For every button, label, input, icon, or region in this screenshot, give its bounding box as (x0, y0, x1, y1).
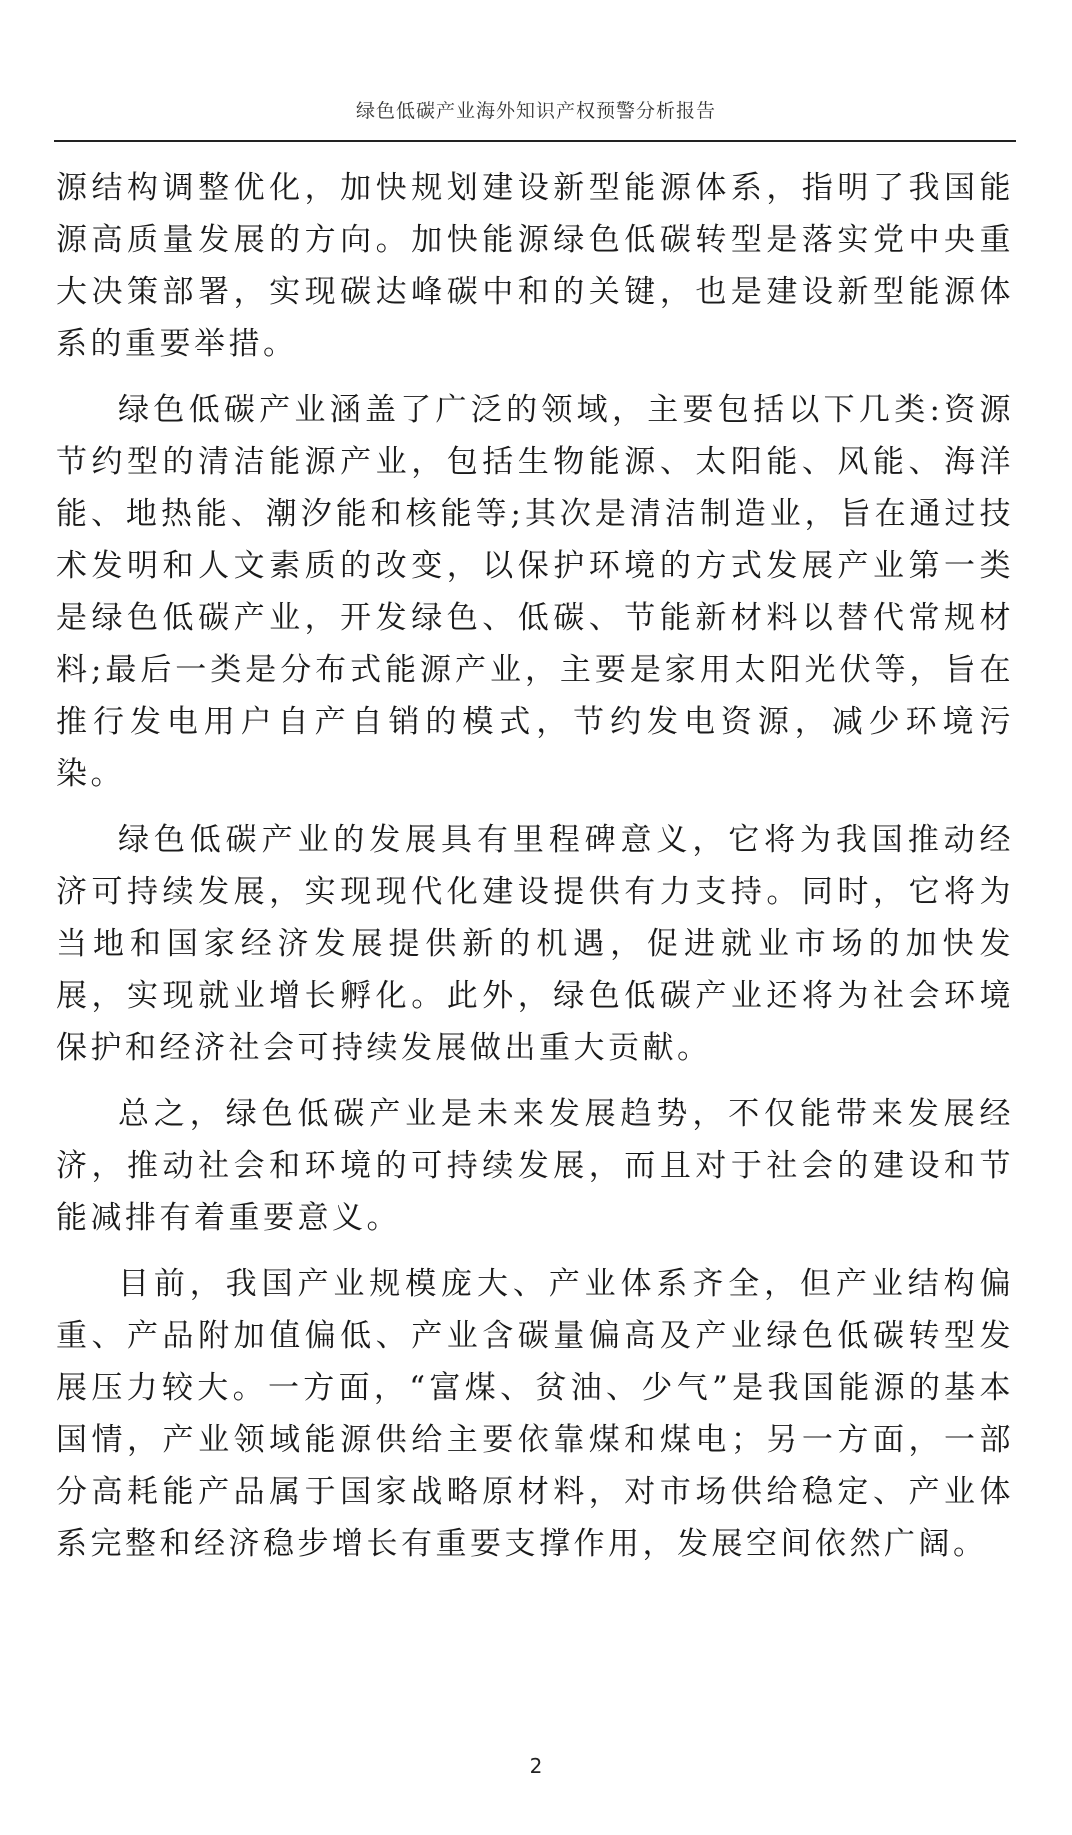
paragraph-current-status: 目前，我国产业规模庞大、产业体系齐全，但产业结构偏重、产品附加值偏低、产业含碳量偏高及产业绿色低碳转型发展压力较大。一方面，“富煤、贫油、少气”是我国能源的基本国情，产业领域能源供给主要依靠煤和煤电；另一方面，一部分高耗能产品属于国家战略原材料，对市场供给稳定、产业体系完整和经济稳步增长有重要支撑作用，发展空间依然广阔。 (56, 1266, 1014, 1562)
paragraph-industry-scope: 绿色低碳产业涵盖了广泛的领域，主要包括以下几类:资源节约型的清洁能源产业，包括生物能源、太阳能、风能、海洋能、地热能、潮汐能和核能等;其次是清洁制造业，旨在通过技术发明和人文素质的改变，以保护环境的方式发展产业第一类是绿色低碳产业，开发绿色、低碳、节能新材料以替代常规材料;最后一类是分布式能源产业，主要是家用太阳光伏等，旨在推行发电用户自产自销的模式，节约发电资源，减少环境污染。 (56, 392, 1014, 792)
paragraph-continued: 源结构调整优化，加快规划建设新型能源体系，指明了我国能源高质量发展的方向。加快能源绿色低碳转型是落实党中央重大决策部署，实现碳达峰碳中和的关键，也是建设新型能源体系的重要举措。 (56, 170, 1014, 362)
body-text (56, 162, 1014, 1584)
paragraph-significance: 绿色低碳产业的发展具有里程碑意义，它将为我国推动经济可持续发展，实现现代化建设提供有力支持。同时，它将为当地和国家经济发展提供新的机遇，促进就业市场的加快发展，实现就业增长孵化。此外，绿色低碳产业还将为社会环境保护和经济社会可持续发展做出重大贡献。 (56, 822, 1014, 1066)
page-number: 2 (529, 1754, 543, 1778)
paragraph-conclusion: 总之，绿色低碳产业是未来发展趋势，不仅能带来发展经济，推动社会和环境的可持续发展，而且对于社会的建设和节能减排有着重要意义。 (56, 1096, 1014, 1236)
running-header-title: 绿色低碳产业海外知识产权预警分析报告 (355, 100, 716, 122)
header-divider (54, 140, 1016, 142)
